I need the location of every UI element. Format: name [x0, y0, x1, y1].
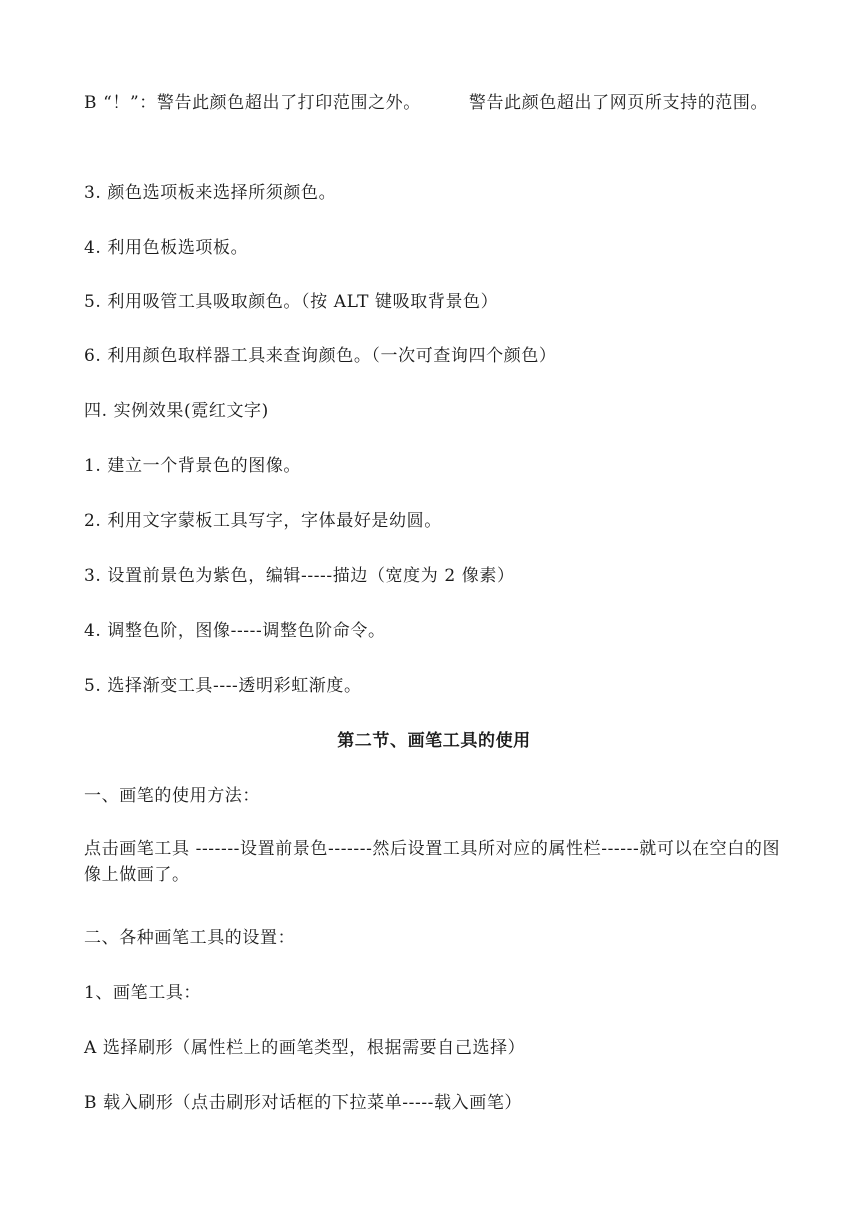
subsection-heading: 一、画笔的使用方法： [84, 786, 260, 806]
subsection-heading: 二、各种画笔工具的设置： [84, 928, 296, 948]
section-heading: 四. 实例效果(霓红文字) [84, 401, 269, 421]
list-item: A 选择刷形（属性栏上的画笔类型，根据需要自己选择） [84, 1038, 526, 1058]
list-item: 4. 利用色板选项板。 [84, 238, 249, 258]
chapter-title: 第二节、画笔工具的使用 [337, 731, 531, 751]
document-page [84, 0, 784, 1216]
list-item: 6. 利用颜色取样器工具来查询颜色。（一次可查询四个颜色） [84, 346, 557, 366]
list-item: 3. 设置前景色为紫色，编辑-----描边（宽度为 2 像素） [84, 566, 515, 586]
list-item: 5. 利用吸管工具吸取颜色。（按 ALT 键吸取背景色） [84, 292, 499, 312]
list-item: 5. 选择渐变工具----透明彩虹渐度。 [84, 676, 362, 696]
list-item: 3. 颜色选项板来选择所须颜色。 [84, 183, 337, 203]
paragraph: 点击画笔工具 -------设置前景色-------然后设置工具所对应的属性栏------就可以在空白的图像上做画了。 [84, 839, 781, 885]
web-warning-text: 警告此颜色超出了网页所支持的范围。 [468, 93, 769, 113]
print-warning-text: B “！”：警告此颜色超出了打印范围之外。 [84, 93, 421, 113]
list-item: 2. 利用文字蒙板工具写字，字体最好是幼圆。 [84, 511, 442, 531]
list-item: B 载入刷形（点击刷形对话框的下拉菜单-----载入画笔） [84, 1093, 523, 1113]
warning-paragraph [84, 90, 784, 116]
list-item: 1. 建立一个背景色的图像。 [84, 456, 302, 476]
list-item: 4. 调整色阶，图像-----调整色阶命令。 [84, 621, 386, 641]
list-item: 1、画笔工具： [84, 983, 202, 1003]
